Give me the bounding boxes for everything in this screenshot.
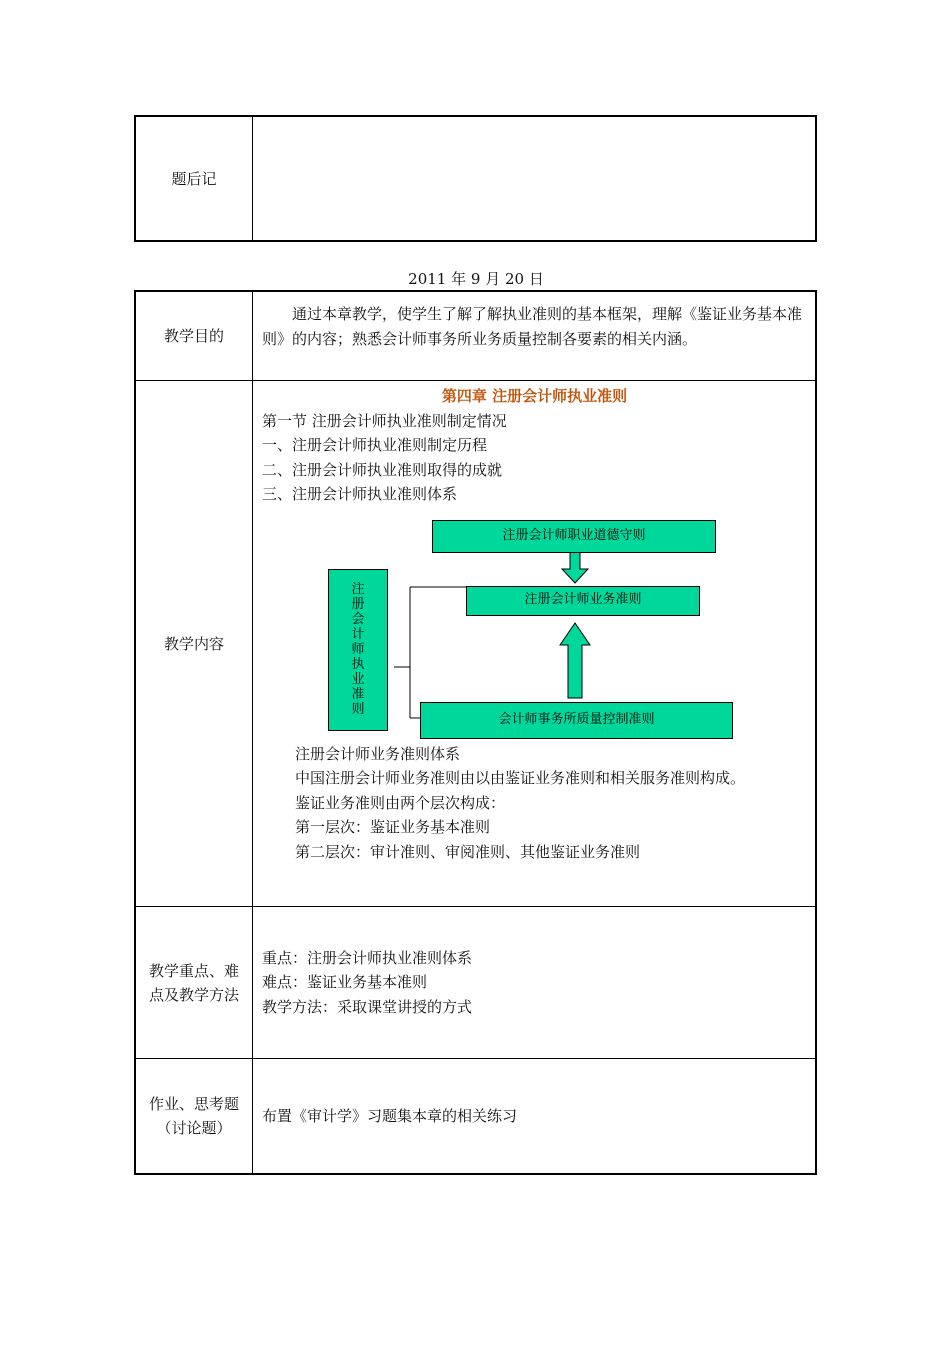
objective-text: 通过本章教学，使学生了解了解执业准则的基本框架，理解《鉴证业务基本准则》的内容；熟悉会计师事务所业务质量控制各要素的相关内涵。 [262, 305, 803, 348]
standards-diagram [262, 507, 807, 737]
homework-label: 作业、思考题 [148, 1095, 239, 1113]
list-item: 三、注册会计师执业准则体系 [262, 485, 458, 503]
objective-row [136, 292, 815, 380]
quality-control-box: 会计师事务所质量控制准则 [420, 702, 733, 739]
focus-key-point: 重点：注册会计师执业准则体系 [262, 948, 473, 967]
objective-label: 教学目的 [136, 292, 253, 380]
body-line: 中国注册会计师业务准则由以由鉴证业务准则和相关服务准则构成。 [295, 769, 746, 787]
postscript-table [134, 115, 817, 242]
focus-method: 教学方法：采取课堂讲授的方式 [262, 997, 473, 1016]
homework-row [136, 1058, 815, 1173]
focus-label: 教学重点、难点及教学方法 [136, 907, 253, 1058]
body-line: 第二层次：审计准则、审阅准则、其他鉴证业务准则 [295, 842, 641, 861]
date-line: 2011 年 9 月 20 日 [408, 270, 544, 288]
postscript-content [254, 117, 815, 240]
lesson-plan-table [134, 290, 817, 1175]
ethics-code-box: 注册会计师职业道德守则 [432, 520, 716, 553]
focus-difficulty: 难点：鉴证业务基本准则 [262, 973, 428, 992]
list-item: 一、注册会计师执业准则制定历程 [262, 436, 488, 454]
list-item: 二、注册会计师执业准则取得的成就 [262, 460, 503, 479]
homework-text: 布置《审计学》习题集本章的相关练习 [262, 1106, 518, 1125]
chapter-title: 第四章 注册会计师执业准则 [441, 387, 628, 405]
up-arrow-icon [560, 623, 590, 698]
content-row [136, 380, 815, 906]
body-line: 第一层次：鉴证业务基本准则 [295, 818, 491, 836]
postscript-label: 题后记 [136, 117, 253, 240]
body-line: 鉴证业务准则由两个层次构成： [295, 793, 506, 812]
homework-label-sub: （讨论题） [156, 1119, 232, 1137]
focus-row [136, 906, 815, 1058]
practice-standards-vertical-box: 注 册 会 计 师 执 业 准 则 [328, 569, 388, 731]
business-standards-box: 注册会计师业务准则 [466, 586, 700, 616]
content-label: 教学内容 [136, 381, 253, 906]
body-line: 注册会计师业务准则体系 [295, 744, 461, 763]
section-line: 第一节 注册会计师执业准则制定情况 [262, 411, 507, 430]
